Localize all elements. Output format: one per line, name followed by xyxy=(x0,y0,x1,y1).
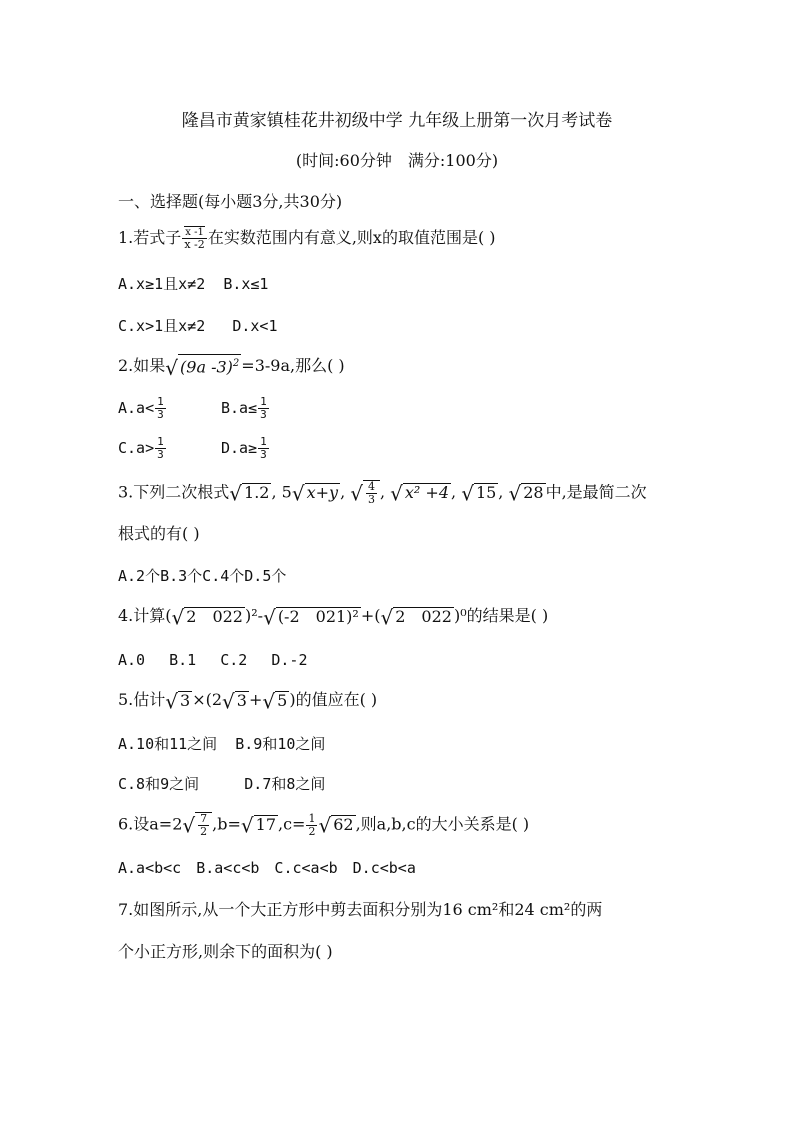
q5-radical-3: 5 xyxy=(277,690,288,710)
q3-radical-2: x+y xyxy=(306,483,339,502)
question-7-line-2: 个小正方形,则余下的面积为( ) xyxy=(118,942,333,961)
q3-radical-1: 1.2 xyxy=(244,483,270,502)
q6-c-radical: 62 xyxy=(333,815,354,834)
q2-option-a: A.a< xyxy=(118,399,155,417)
q2-option-d-frac: $\frac{1}{3}$ xyxy=(260,435,267,461)
q5-option-c: C.8和9之间 xyxy=(118,775,200,793)
exam-subtitle: (时间:60分钟 满分:100分) xyxy=(295,151,499,170)
q5-option-b: B.9和10之间 xyxy=(235,735,326,753)
q4-radical-2: (-2 021)² xyxy=(277,606,359,626)
q2-option-a-frac: $\frac{1}{3}$ xyxy=(157,395,164,421)
q4-options: A.0 B.1 C.2 D.-2 xyxy=(118,651,308,669)
q1-fraction xyxy=(182,226,207,251)
q1-option-d: D.x<1 xyxy=(232,317,278,335)
q2-power: 2 xyxy=(232,358,240,369)
q6-c-label: ,c= xyxy=(278,814,306,834)
q3-radical-4: x² +4 xyxy=(404,483,450,502)
q2-options-row-2 xyxy=(118,436,270,461)
q6-c-frac: $\frac{1}{2}$ xyxy=(308,811,316,838)
exam-title: 隆昌市黄家镇桂花井初级中学 九年级上册第一次月考试卷 xyxy=(181,111,613,131)
q4-prefix: 4.计算( xyxy=(118,606,172,625)
q3-prefix: 3.下列二次根式 xyxy=(118,482,230,502)
question-6: 6.设a=2√ $\frac{7}{2}$ ,b=√ 17 ,c= $\frac{1}{2}$ √ 62 ,则a,b,c的大小关系是( ) xyxy=(118,811,530,838)
q2-prefix: 2.如果 xyxy=(118,356,166,376)
q2-option-b: B.a≤ xyxy=(220,399,258,417)
q2-option-d: D.a≥ xyxy=(220,439,258,457)
q6-prefix: 6.设a=2 xyxy=(118,814,183,834)
q6-suffix: ,则a,b,c的大小关系是( ) xyxy=(355,814,530,834)
q4-suffix: )⁰的结果是( ) xyxy=(453,606,549,625)
question-5: 5.估计√ 3 ×(2√ 3 +√ 5 )的值应在( ) xyxy=(118,689,378,713)
question-3: 3.下列二次根式√ 1.2 , 5√ x+y , √ $\frac{4}{3}$ , √ x² +4 , √ 15 , √ 28 中,是最简二次 xyxy=(118,480,647,506)
q1-option-a: A.x≥1且x≠2 xyxy=(118,275,206,293)
q5-options-row-2 xyxy=(118,772,325,796)
q3-options: A.2个B.3个C.4个D.5个 xyxy=(118,567,287,585)
question-1 xyxy=(118,226,496,251)
q6-b-radical: 17 xyxy=(255,815,276,834)
q2-suffix: =3-9a,那么( ) xyxy=(241,356,345,376)
q3-coef: 5 xyxy=(281,482,292,502)
q2-radical: √ (9a -3)$^2$ xyxy=(165,355,240,380)
q3-radical-6: 28 xyxy=(523,483,544,502)
q3-suffix: 中,是最简二次 xyxy=(545,482,647,502)
q5-mid: ×(2 xyxy=(192,690,223,709)
q1-prefix: 1.若式子 xyxy=(118,228,182,247)
q5-radical-1: 3 xyxy=(180,690,191,710)
q4-radical-3: 2 022 xyxy=(395,606,452,626)
q6-b-label: ,b= xyxy=(212,814,241,834)
q1-frac-den: x -2 xyxy=(184,238,205,251)
q2-options-row-1 xyxy=(118,396,270,421)
q6-a-frac: $\frac{7}{2}$ xyxy=(200,812,208,838)
q5-plus: + xyxy=(248,690,263,709)
q5-options-row-1 xyxy=(118,732,325,756)
question-2 xyxy=(118,354,345,379)
question-7-line-1: 7.如图所示,从一个大正方形中剪去面积分别为16 cm²和24 cm²的两 xyxy=(118,900,603,919)
q2-radicand: (9a -3) xyxy=(180,357,233,377)
q1-options-row-1 xyxy=(118,272,268,296)
question-4: 4.计算(√ 2 022 )²-√ (-2 021)² +(√ 2 022 )⁰的结果是( ) xyxy=(118,605,549,629)
q3-radical-3: $\frac{4}{3}$ xyxy=(367,480,375,506)
q3-radical-5: 15 xyxy=(475,483,497,502)
q2-option-b-frac: $\frac{1}{3}$ xyxy=(260,395,267,421)
q6-options: A.a<b<c B.a<c<b C.c<a<b D.c<b<a xyxy=(118,859,416,877)
q3-line-2: 根式的有( ) xyxy=(118,524,200,543)
q1-option-c: C.x>1且x≠2 xyxy=(118,317,206,335)
q5-prefix: 5.估计 xyxy=(118,690,166,709)
q5-radical-2: 3 xyxy=(236,690,247,710)
q1-frac-num: x -1 xyxy=(185,227,204,238)
q2-option-c: C.a> xyxy=(118,439,155,457)
q4-part-1: )²- xyxy=(245,606,264,625)
q1-option-b: B.x≤1 xyxy=(223,275,269,293)
q5-option-a: A.10和11之间 xyxy=(118,735,218,753)
section-heading: 一、选择题(每小题3分,共30分) xyxy=(118,192,343,211)
q1-suffix: 在实数范围内有意义,则x的取值范围是( ) xyxy=(207,228,496,247)
q2-option-c-frac: $\frac{1}{3}$ xyxy=(157,435,164,461)
q5-option-d: D.7和8之间 xyxy=(244,775,326,793)
q1-options-row-2 xyxy=(118,314,278,338)
q4-radical-1: 2 022 xyxy=(186,606,243,626)
q5-suffix: )的值应在( ) xyxy=(289,690,378,709)
q4-part-2: +( xyxy=(360,606,381,625)
